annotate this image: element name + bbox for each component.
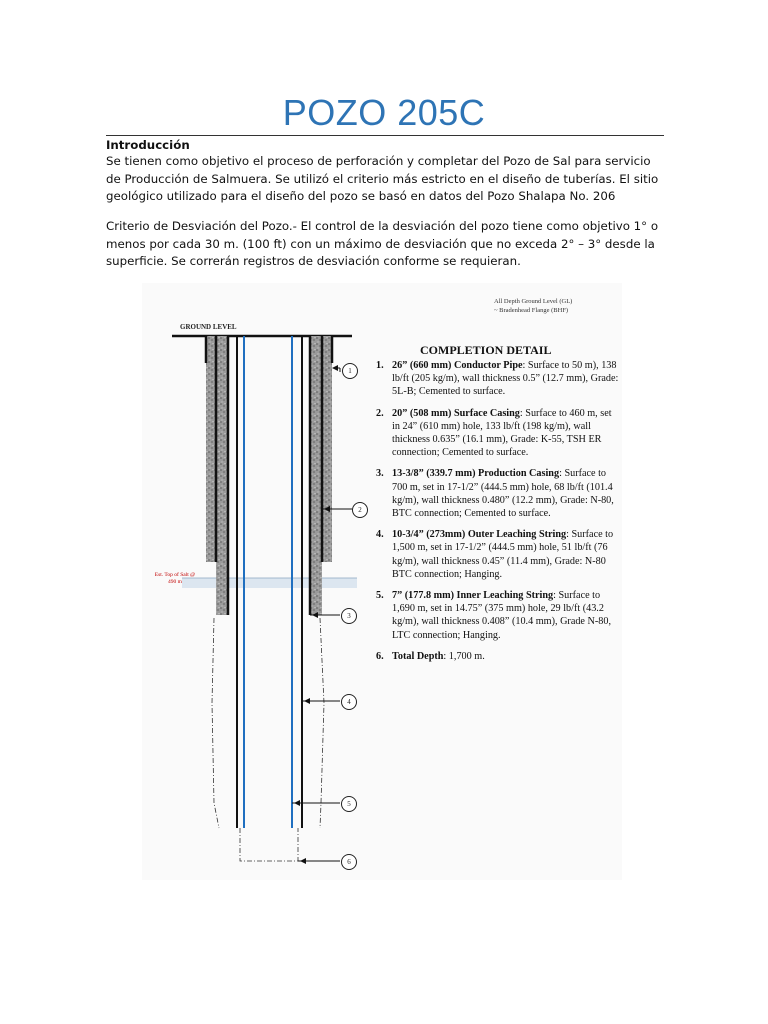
depth-reference-note bbox=[494, 297, 614, 315]
callout-4: 4 bbox=[341, 694, 357, 710]
callout-3: 3 bbox=[341, 608, 357, 624]
item-heading: 20” (508 mm) Surface Casing bbox=[392, 407, 520, 419]
item-text: : 1,700 m. bbox=[443, 650, 485, 662]
callout-6: 6 bbox=[341, 854, 357, 870]
item-heading: 26” (660 mm) Conductor Pipe bbox=[392, 360, 523, 371]
deviation-criteria-paragraph: Criterio de Desviación del Pozo.- El control de la desviación del pozo tiene como objetivo 1° o menos por cada 30 m. (100 ft) con un máximo de desviación que no exceda 2° – 3° desde la superficie. Se correrán registros de desviación conforme se requieran. bbox=[106, 219, 659, 268]
completion-item bbox=[376, 407, 622, 460]
ground-level-label: GROUND LEVEL bbox=[180, 323, 237, 331]
callout-5: 5 bbox=[341, 796, 357, 812]
item-heading: Total Depth bbox=[392, 650, 444, 662]
depth-note-line-2: ~ Bradenhead Flange (BHF) bbox=[494, 307, 569, 314]
item-text: : Surface to 50 m), 138 lb/ft (205 kg/m), wall thickness 0.5” (12.7 mm), Grade: 5L-B; Cemented to surface. bbox=[392, 360, 619, 398]
open-hole-left bbox=[212, 618, 219, 828]
salt-band bbox=[182, 578, 357, 588]
completion-item bbox=[376, 650, 622, 663]
item-number: 4. bbox=[376, 529, 384, 541]
completion-detail-list bbox=[376, 359, 622, 671]
completion-item bbox=[376, 528, 622, 581]
item-number: 1. bbox=[376, 360, 384, 371]
cement-left-lower bbox=[216, 562, 228, 615]
item-number: 3. bbox=[376, 468, 384, 480]
item-number: 6. bbox=[376, 650, 384, 662]
cement-right-lower bbox=[310, 562, 322, 615]
depth-note-line-1: All Depth Ground Level (GL) bbox=[494, 298, 573, 305]
callout-2: 2 bbox=[352, 502, 368, 518]
intro-paragraph: Se tienen como objetivo el proceso de perforación y completar del Pozo de Sal para servicio de Producción de Salmuera. Se utilizó el criterio más estricto en el diseño de tuberías. El sitio geológico utilizado para el diseño del pozo se basó en datos del Pozo Shalapa No. 206 bbox=[106, 154, 659, 203]
well-completion-figure bbox=[142, 283, 622, 880]
open-hole-right bbox=[320, 618, 324, 828]
item-number: 5. bbox=[376, 590, 384, 602]
total-depth-outline bbox=[240, 828, 298, 861]
completion-item bbox=[376, 589, 622, 642]
item-heading: 7” (177.8 mm) Inner Leaching String bbox=[392, 590, 554, 602]
page-title: POZO 205C bbox=[282, 92, 486, 133]
completion-item bbox=[376, 467, 622, 520]
item-text: : Surface to 460 m, set in 24” (610 mm) hole, 133 lb/ft (198 kg/m), wall thickness 0.635” (16.1 mm), Grade: K-55, TSH ER connection; Cemented to surface. bbox=[392, 407, 612, 459]
item-heading: 10-3/4” (273mm) Outer Leaching String bbox=[392, 529, 567, 541]
callout-1: 1 bbox=[342, 363, 358, 379]
item-text: : Surface to 700 m, set in 17-1/2” (444.5 mm) hole, 68 lb/ft (101.4 kg/m), wall thickness 0.480” (12.2 mm), Grade: N-80, BTC connection; Cemented to surface. bbox=[392, 468, 614, 520]
intro-heading: Introducción bbox=[106, 138, 190, 152]
item-text: : Surface to 1,690 m, set in 14.75” (375 mm) hole, 29 lb/ft (43.2 kg/m), wall thickness 0.408” (10.4 mm), Grade N-80, LTC connection; Hanging. bbox=[392, 590, 611, 641]
item-number: 2. bbox=[376, 407, 384, 419]
completion-detail-title: COMPLETION DETAIL bbox=[420, 343, 552, 357]
item-heading: 13-3/8” (339.7 mm) Production Casing bbox=[392, 468, 560, 480]
salt-top-label: Est. Top of Salt @ 490 m bbox=[154, 572, 196, 585]
completion-item bbox=[376, 359, 622, 399]
heading-rule bbox=[106, 135, 664, 136]
item-text: : Surface to 1,500 m, set in 17-1/2” (444.5 mm) hole, 51 lb/ft (76 kg/m), wall thickness 0.45” (11.4 mm), Grade: N-80 BTC connection; Hanging. bbox=[392, 529, 614, 580]
